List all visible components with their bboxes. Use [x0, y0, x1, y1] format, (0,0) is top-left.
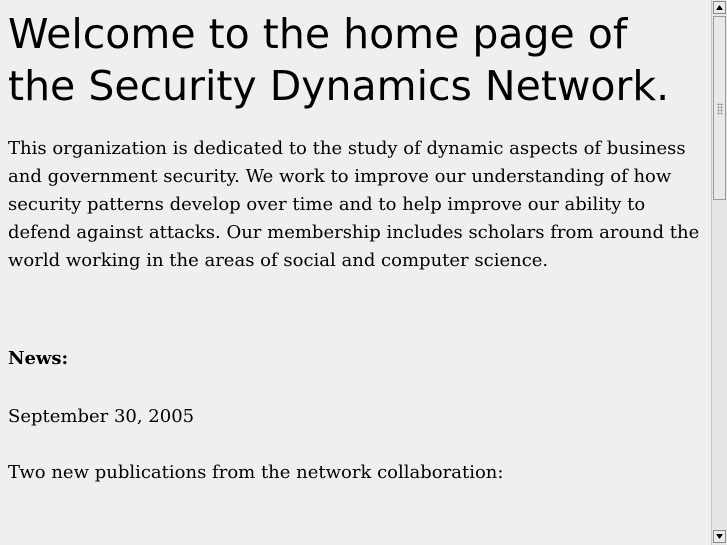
grip-icon — [717, 103, 723, 115]
news-item: Two new publications from the network collaboration: — [8, 462, 504, 483]
news-heading: News: — [8, 348, 69, 369]
spacer — [8, 275, 708, 331]
scroll-track[interactable] — [712, 200, 727, 500]
page-title: Welcome to the home page of the Security Dynamics Network. — [8, 10, 670, 110]
page-content — [8, 0, 708, 545]
scroll-down-button[interactable] — [713, 530, 726, 543]
vertical-scrollbar[interactable] — [711, 0, 727, 545]
scroll-thumb[interactable] — [713, 16, 726, 200]
intro-paragraph: This organization is dedicated to the study of dynamic aspects of business and government security. We work to improve our understanding of how security patterns develop over time and to help improve our ability to defend against attacks. Our membership includes scholars from around the world working in the areas of social and computer science. — [8, 138, 700, 271]
arrow-down-icon — [716, 534, 723, 539]
news-date: September 30, 2005 — [8, 406, 195, 427]
scroll-up-button[interactable] — [713, 1, 726, 14]
arrow-up-icon — [716, 5, 723, 10]
